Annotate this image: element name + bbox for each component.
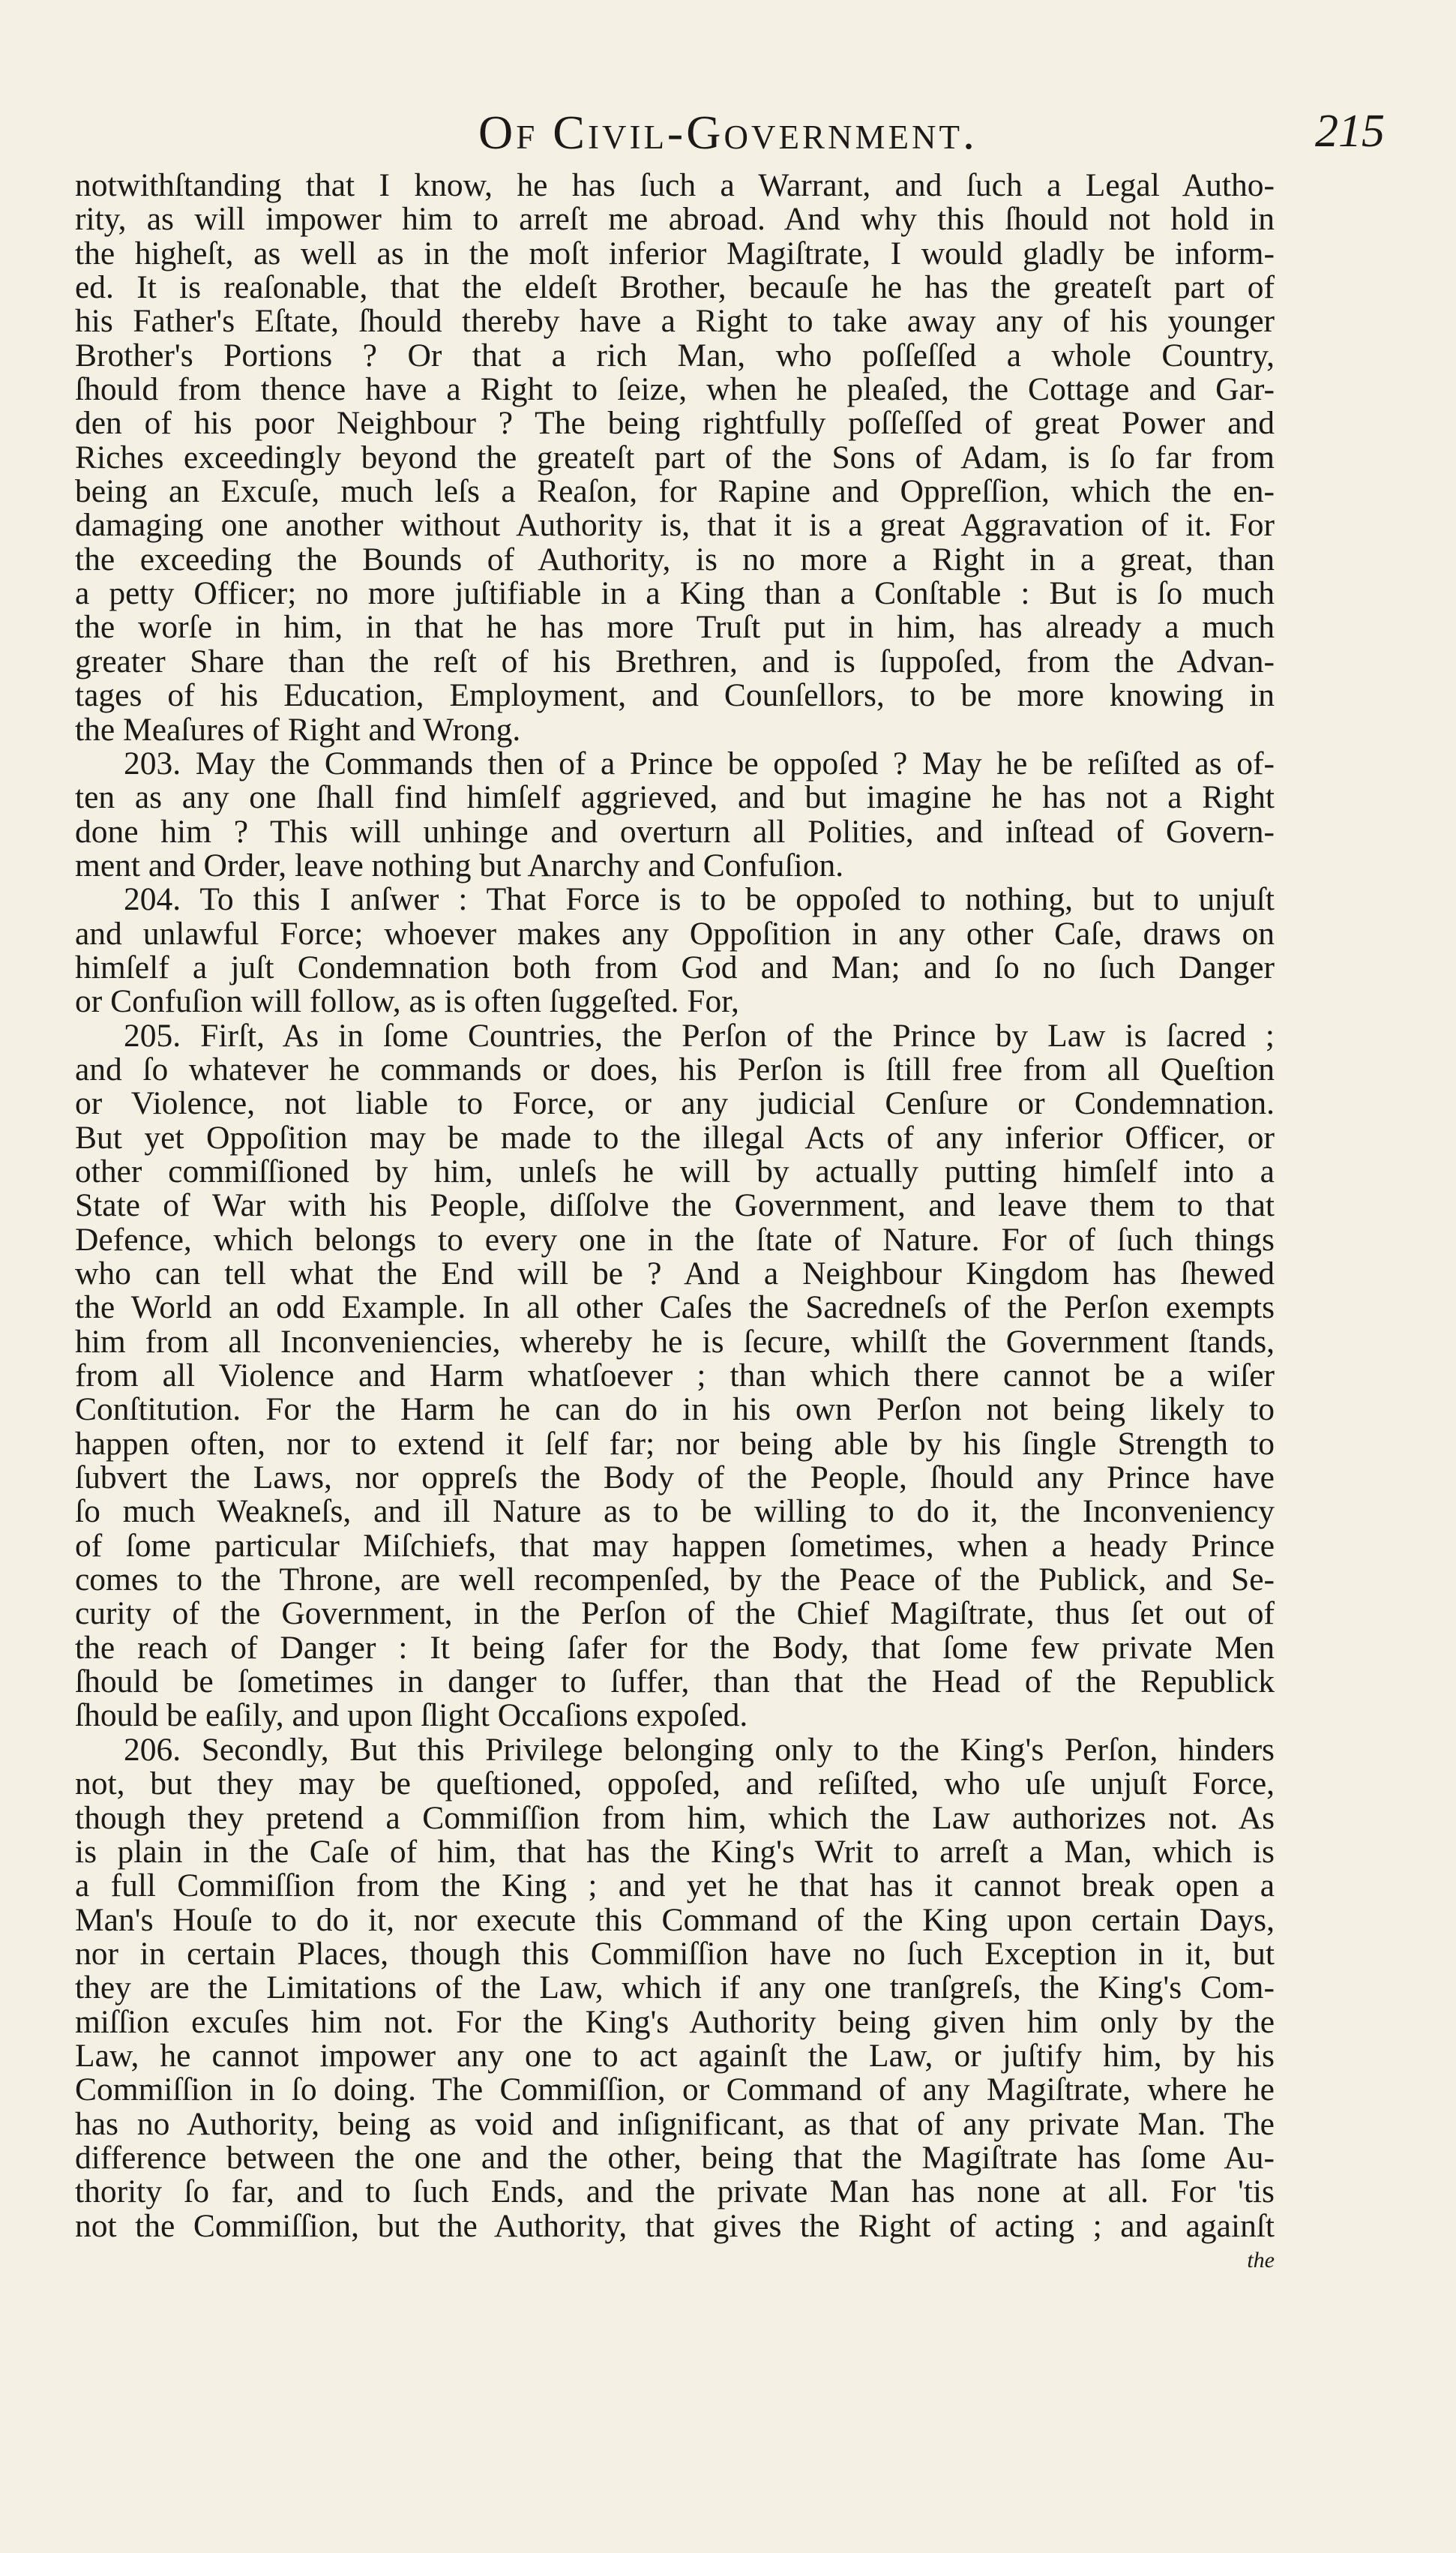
- text-line: curity of the Government, in the Perſon of the Chief Magiſtrate, thus ſet out of: [75, 1595, 1275, 1632]
- body-text: [75, 169, 1275, 2277]
- text-line: Brother's Portions ? Or that a rich Man, who poſſeſſed a whole Country,: [75, 337, 1275, 374]
- text-line: though they pretend a Commiſſion from him, which the Law authorizes not. As: [75, 1799, 1275, 1836]
- text-line: notwithſtanding that I know, he has ſuch a Warrant, and ſuch a Legal Autho-: [75, 167, 1275, 203]
- text-line: Defence, which belongs to every one in the ſtate of Nature. For of ſuch things: [75, 1221, 1275, 1258]
- catchword: the: [1247, 2247, 1275, 2272]
- text-line: they are the Limitations of the Law, which if any one tranſgreſs, the King's Com-: [75, 1970, 1275, 2006]
- text-line: himſelf a juſt Condemnation both from God and Man; and ſo no ſuch Danger: [75, 949, 1275, 986]
- text-line: is plain in the Caſe of him, that has the King's Writ to arreſt a Man, which is: [75, 1833, 1275, 1870]
- text-line: Law, he cannot impower any one to act againſt the Law, or juſtify him, by his: [75, 2037, 1275, 2074]
- text-line: State of War with his People, diſſolve the Government, and leave them to that: [75, 1187, 1275, 1224]
- text-line: ſo much Weakneſs, and ill Nature as to be willing to do it, the Inconveniency: [75, 1493, 1275, 1530]
- text-line: 204. To this I anſwer : That Force is to be oppoſed to nothing, but to unjuſt: [124, 881, 1275, 918]
- text-line: nor in certain Places, though this Commiſſion have no ſuch Exception in it, but: [75, 1935, 1275, 1972]
- text-line: the exceeding the Bounds of Authority, is no more a Right in a great, than: [75, 541, 1275, 578]
- text-line: Man's Houſe to do it, nor execute this Command of the King upon certain Days,: [75, 1901, 1275, 1938]
- text-line: 206. Secondly, But this Privilege belonging only to the King's Perſon, hinders: [124, 1731, 1275, 1768]
- text-line: Riches exceedingly beyond the greateſt part of the Sons of Adam, is ſo far from: [75, 439, 1275, 476]
- text-line: being an Excuſe, much leſs a Reaſon, for Rapine and Oppreſſion, which the en-: [75, 473, 1275, 510]
- text-line: the Meaſures of Right and Wrong.: [75, 711, 521, 748]
- running-header: [0, 105, 1456, 165]
- text-line: ſhould from thence have a Right to ſeize, when he pleaſed, the Cottage and Gar-: [75, 371, 1275, 408]
- text-line: or Violence, not liable to Force, or any judicial Cenſure or Condemnation.: [75, 1085, 1275, 1122]
- text-line: done him ? This will unhinge and overturn all Polities, and inſtead of Govern-: [75, 813, 1275, 850]
- text-line: tages of his Education, Employment, and Counſellors, to be more knowing in: [75, 677, 1275, 714]
- text-line: But yet Oppoſition may be made to the illegal Acts of any inferior Officer, or: [75, 1119, 1275, 1156]
- text-line: ſhould be ſometimes in danger to ſuffer, than that the Head of the Republick: [75, 1664, 1275, 1700]
- text-line: the reach of Danger : It being ſafer for the Body, that ſome few private Men: [75, 1629, 1275, 1666]
- text-line: and ſo whatever he commands or does, his Perſon is ſtill free from all Queſtion: [75, 1051, 1275, 1088]
- text-line: who can tell what the End will be ? And a Neighbour Kingdom has ſhewed: [75, 1256, 1275, 1292]
- text-line: thority ſo far, and to ſuch Ends, and the private Man has none at all. For 'tis: [75, 2174, 1275, 2210]
- text-line: from all Violence and Harm whatſoever ; than which there cannot be a wiſer: [75, 1358, 1275, 1394]
- text-line: ten as any one ſhall find himſelf aggrieved, and but imagine he has not a Right: [75, 779, 1275, 816]
- text-line: the World an odd Example. In all other Caſes the Sacredneſs of the Perſon exempts: [75, 1289, 1275, 1326]
- text-line: a full Commiſſion from the King ; and yet he that has it cannot break open a: [75, 1868, 1275, 1904]
- text-line: a petty Officer; no more juſtifiable in a King than a Conſtable : But is ſo much: [75, 575, 1275, 612]
- text-line: damaging one another without Authority is, that it is a great Aggravation of it. For: [75, 507, 1275, 544]
- page-number: 215: [1315, 106, 1385, 157]
- text-line: other commiſſioned by him, unleſs he will by actually putting himſelf into a: [75, 1153, 1275, 1190]
- text-line: and unlawful Force; whoever makes any Oppoſition in any other Caſe, draws on: [75, 915, 1275, 952]
- running-title: Of Civil-Government.: [478, 106, 978, 159]
- text-line: greater Share than the reſt of his Brethren, and is ſuppoſed, from the Advan-: [75, 643, 1275, 680]
- text-line: not the Commiſſion, but the Authority, that gives the Right of acting ; and againſt: [75, 2207, 1275, 2244]
- text-line: the higheſt, as well as in the moſt inferior Magiſtrate, I would gladly be inform-: [75, 235, 1275, 272]
- text-line: ment and Order, leave nothing but Anarchy and Confuſion.: [75, 847, 844, 884]
- text-line: ſhould be eaſily, and upon ſlight Occaſions expoſed.: [75, 1697, 748, 1734]
- text-line: den of his poor Neighbour ? The being rightfully poſſeſſed of great Power and: [75, 405, 1275, 442]
- text-line: ed. It is reaſonable, that the eldeſt Brother, becauſe he has the greateſt part of: [75, 269, 1275, 306]
- text-line: happen often, nor to extend it ſelf far; nor being able by his ſingle Strength to: [75, 1425, 1275, 1462]
- text-line: his Father's Eſtate, ſhould thereby have a Right to take away any of his younger: [75, 303, 1275, 340]
- text-line: of ſome particular Miſchiefs, that may happen ſometimes, when a heady Prince: [75, 1527, 1275, 1564]
- text-line: the worſe in him, in that he has more Truſt put in him, has already a much: [75, 609, 1275, 646]
- text-line: or Confuſion will follow, as is often ſuggeſted. For,: [75, 983, 739, 1020]
- text-line: Conſtitution. For the Harm he can do in his own Perſon not being likely to: [75, 1391, 1275, 1428]
- text-line: him from all Inconveniencies, whereby he is ſecure, whilſt the Government ſtands,: [75, 1323, 1275, 1360]
- text-line: comes to the Throne, are well recompenſed, by the Peace of the Publick, and Se-: [75, 1562, 1275, 1598]
- text-line: has no Authority, being as void and inſignificant, as that of any private Man. The: [75, 2105, 1275, 2142]
- text-line: 203. May the Commands then of a Prince be oppoſed ? May he be reſiſted as of-: [124, 745, 1275, 782]
- text-line: rity, as will impower him to arreſt me abroad. And why this ſhould not hold in: [75, 201, 1275, 238]
- text-line: Commiſſion in ſo doing. The Commiſſion, or Command of any Magiſtrate, where he: [75, 2072, 1275, 2108]
- text-line: miſſion excuſes him not. For the King's Authority being given him only by the: [75, 2003, 1275, 2040]
- text-line: 205. Firſt, As in ſome Countries, the Perſon of the Prince by Law is ſacred ;: [124, 1017, 1275, 1054]
- text-line: difference between the one and the other, being that the Magiſtrate has ſome Au-: [75, 2139, 1275, 2176]
- text-line: ſubvert the Laws, nor oppreſs the Body of the People, ſhould any Prince have: [75, 1460, 1275, 1496]
- text-line: not, but they may be queſtioned, oppoſed, and reſiſted, who uſe unjuſt Force,: [75, 1766, 1275, 1802]
